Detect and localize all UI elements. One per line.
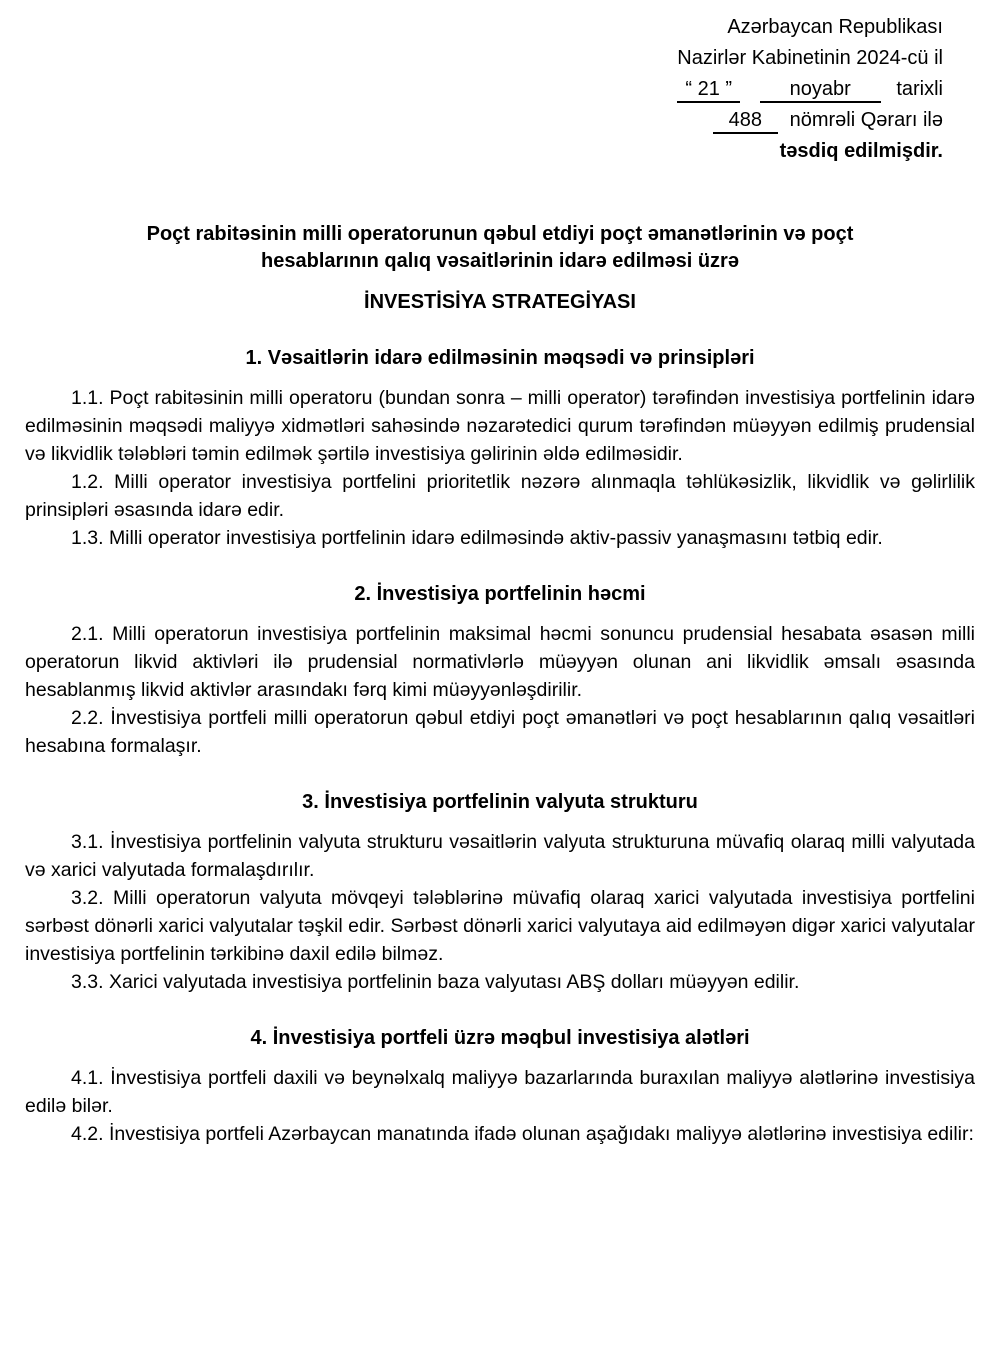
document-title-line1: Poçt rabitəsinin milli operatorunun qəbul etdiyi poçt əmanətlərinin və poçt xyxy=(146,223,854,245)
approval-line-cabinet xyxy=(25,43,943,74)
section-4-instruments xyxy=(25,1024,975,1148)
paragraph-1-2: 1.2. Milli operator investisiya portfelini prioritetlik nəzərə alınmaqla təhlükəsizlik, likvidlik və gəlirlilik prinsipləri əsasında idarə edir. xyxy=(25,471,975,521)
approval-line-number xyxy=(25,105,943,136)
document-subtitle: İNVESTİSİYA STRATEGİYASI xyxy=(364,291,636,313)
paragraph-4-2: 4.2. İnvestisiya portfeli Azərbaycan manatında ifadə olunan aşağıdakı maliyyə alətlərinə investisiya edilir: xyxy=(71,1123,974,1145)
section-2-heading: 2. İnvestisiya portfelinin həcmi xyxy=(354,583,646,605)
approval-day-blank: “ 21 ” xyxy=(677,77,740,103)
paragraph-1-3: 1.3. Milli operator investisiya portfelinin idarə edilməsində aktiv-passiv yanaşmasını tətbiq edir. xyxy=(71,527,883,549)
approval-header xyxy=(25,12,975,167)
section-2-portfolio-size xyxy=(25,580,975,760)
approval-country: Azərbaycan Republikası xyxy=(727,16,943,38)
section-3-currency-structure xyxy=(25,788,975,996)
section-4-heading: 4. İnvestisiya portfeli üzrə məqbul investisiya alətləri xyxy=(250,1027,750,1049)
approval-number-blank: 488 xyxy=(713,108,778,134)
section-1-heading: 1. Vəsaitlərin idarə edilməsinin məqsədi və prinsipləri xyxy=(245,347,755,369)
approval-line-date xyxy=(25,74,943,105)
paragraph-2-1: 2.1. Milli operatorun investisiya portfelinin maksimal həcmi sonuncu prudensial hesabata əsasən milli operatorun likvid aktivləri ilə prudensial normativlərlə müəyyən olunan ani likvidlik əmsalı əsasında hesablanmış likvid aktivlər arasındakı fərq kimi müəyyənləşdirilir. xyxy=(25,623,975,701)
approval-number-suffix: nömrəli Qərarı ilə xyxy=(789,109,943,131)
approval-confirmed-line xyxy=(25,136,943,167)
section-1-principles xyxy=(25,344,975,552)
section-3-heading: 3. İnvestisiya portfelinin valyuta strukturu xyxy=(302,791,698,813)
paragraph-1-1: 1.1. Poçt rabitəsinin milli operatoru (bundan sonra – milli operator) tərəfindən investisiya portfelinin idarə edilməsinin məqsədi maliyyə xidmətləri sahəsində nəzarətedici qurum tərəfindən müəyyən edilmiş prudensial və likvidlik tələbləri təmin edilmək şərtilə investisiya gəlirinin əldə edilməsidir. xyxy=(25,387,975,465)
approval-confirmed-text: təsdiq edilmişdir. xyxy=(779,140,943,162)
paragraph-3-1: 3.1. İnvestisiya portfelinin valyuta strukturu vəsaitlərin valyuta strukturuna müvafiq olaraq milli valyutada və xarici valyutada formalaşdırılır. xyxy=(25,831,975,881)
approval-cabinet-year: Nazirlər Kabinetinin 2024-cü il xyxy=(677,47,943,69)
approval-line-authority xyxy=(25,12,943,43)
document-title xyxy=(25,221,975,275)
document-title-line2: hesablarının qalıq vəsaitlərinin idarə edilməsi üzrə xyxy=(261,250,739,272)
paragraph-3-3: 3.3. Xarici valyutada investisiya portfelinin baza valyutası ABŞ dolları müəyyən edilir. xyxy=(71,971,800,993)
approval-date-suffix: tarixli xyxy=(896,78,943,100)
paragraph-2-2: 2.2. İnvestisiya portfeli milli operatorun qəbul etdiyi poçt əmanətləri və poçt hesablarının qalıq vəsaitləri hesabına formalaşır. xyxy=(25,707,975,757)
paragraph-4-1: 4.1. İnvestisiya portfeli daxili və beynəlxalq maliyyə bazarlarında buraxılan maliyyə alətlərinə investisiya edilə bilər. xyxy=(25,1067,975,1117)
approval-month-blank: noyabr xyxy=(760,77,881,103)
paragraph-3-2: 3.2. Milli operatorun valyuta mövqeyi tələblərinə müvafiq olaraq xarici valyutada investisiya portfelini sərbəst dönərli xarici valyutalar təşkil edir. Sərbəst dönərli xarici valyutaya aid edilməyən digər xarici valyutalar investisiya portfelinin tərkibinə daxil edilə bilməz. xyxy=(25,887,975,965)
